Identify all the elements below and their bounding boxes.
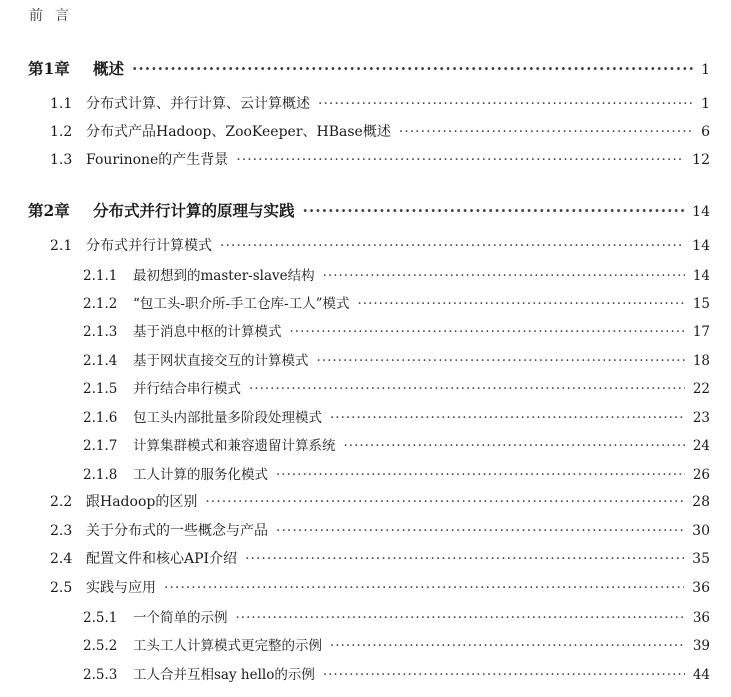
toc-section-1-3[interactable] <box>50 149 710 169</box>
page-number: 12 <box>692 152 710 168</box>
toc-subsection-2-5-2[interactable] <box>83 634 710 654</box>
section-title: Fourinone的产生背景 <box>86 152 229 168</box>
page-number: 36 <box>692 580 710 596</box>
subsection-title: “包工头-职介所-手工仓库-工人”模式 <box>133 296 350 312</box>
subsection-title: 计算集群模式和兼容遗留计算系统 <box>133 438 336 454</box>
subsection-title: 一个简单的示例 <box>133 610 228 626</box>
section-number: 2.1 <box>50 238 73 254</box>
toc-chapter-1[interactable] <box>28 57 710 79</box>
dot-leader <box>132 59 693 78</box>
page-number: 1 <box>701 62 710 78</box>
dot-leader <box>344 438 685 454</box>
page-number: 18 <box>692 353 710 369</box>
page-number: 24 <box>692 438 710 454</box>
toc-subsection-2-1-8[interactable] <box>83 463 710 483</box>
dot-leader <box>245 551 684 567</box>
dot-leader <box>330 410 685 426</box>
page-number: 44 <box>692 667 710 683</box>
section-title: 分布式计算、并行计算、云计算概述 <box>86 96 310 112</box>
subsection-title: 工人合并互相say hello的示例 <box>133 667 315 683</box>
section-number: 1.1 <box>50 96 73 112</box>
subsection-number: 2.5.1 <box>83 610 118 626</box>
section-number: 2.3 <box>50 523 73 539</box>
page-number: 15 <box>692 296 710 312</box>
toc-section-2-2[interactable] <box>50 491 710 511</box>
section-title: 配置文件和核心API介绍 <box>86 551 238 567</box>
toc-section-2-1[interactable] <box>50 235 710 255</box>
page-number: 14 <box>692 238 710 254</box>
chapter-title: 分布式并行计算的原理与实践 <box>93 201 295 220</box>
subsection-number: 2.1.4 <box>83 353 118 369</box>
subsection-number: 2.5.2 <box>83 638 118 654</box>
toc-section-2-3[interactable] <box>50 520 710 540</box>
page-number: 17 <box>692 324 710 340</box>
toc-subsection-2-5-3[interactable] <box>83 663 710 683</box>
page-number: 28 <box>692 494 710 510</box>
toc-subsection-2-1-2[interactable] <box>83 292 710 312</box>
page-number: 14 <box>692 204 710 220</box>
dot-leader <box>220 238 684 254</box>
chapter-number: 第1章 <box>28 59 70 78</box>
section-title: 实践与应用 <box>86 580 156 596</box>
subsection-number: 2.1.7 <box>83 438 118 454</box>
page-number: 23 <box>692 410 710 426</box>
section-title: 分布式产品Hadoop、ZooKeeper、HBase概述 <box>86 124 391 140</box>
subsection-title: 工人计算的服务化模式 <box>133 467 268 483</box>
page-number: 22 <box>692 381 710 397</box>
section-title: 跟Hadoop的区别 <box>86 494 198 510</box>
dot-leader <box>205 494 684 510</box>
page-number: 30 <box>692 523 710 539</box>
dot-leader <box>330 638 685 654</box>
dot-leader <box>236 152 684 168</box>
subsection-number: 2.1.8 <box>83 467 118 483</box>
dot-leader <box>318 96 693 112</box>
page-number: 14 <box>692 268 710 284</box>
toc-subsection-2-1-6[interactable] <box>83 406 710 426</box>
subsection-title: 包工头内部批量多阶段处理模式 <box>133 410 322 426</box>
subsection-number: 2.1.1 <box>83 268 118 284</box>
section-number: 1.3 <box>50 152 73 168</box>
preface-heading: 前言 <box>29 8 81 24</box>
toc-subsection-2-1-3[interactable] <box>83 320 710 340</box>
dot-leader <box>276 523 684 539</box>
subsection-number: 2.1.3 <box>83 324 118 340</box>
subsection-number: 2.1.6 <box>83 410 118 426</box>
toc-section-2-4[interactable] <box>50 548 710 568</box>
subsection-number: 2.1.2 <box>83 296 118 312</box>
page-number: 26 <box>692 467 710 483</box>
page-number: 1 <box>701 96 710 112</box>
page-number: 36 <box>692 610 710 626</box>
toc-section-1-2[interactable] <box>50 121 710 141</box>
toc-subsection-2-1-7[interactable] <box>83 434 710 454</box>
section-number: 2.2 <box>50 494 73 510</box>
section-number: 2.5 <box>50 580 73 596</box>
dot-leader <box>358 296 685 312</box>
page-number: 6 <box>701 124 710 140</box>
toc-chapter-2[interactable] <box>28 199 710 221</box>
toc-subsection-2-1-5[interactable] <box>83 377 710 397</box>
section-title: 分布式并行计算模式 <box>86 238 212 254</box>
dot-leader <box>236 610 685 626</box>
toc-subsection-2-1-1[interactable] <box>83 264 710 284</box>
subsection-title: 基于网状直接交互的计算模式 <box>133 353 309 369</box>
dot-leader <box>249 381 685 397</box>
subsection-number: 2.1.5 <box>83 381 118 397</box>
section-title: 关于分布式的一些概念与产品 <box>86 523 268 539</box>
section-number: 2.4 <box>50 551 73 567</box>
subsection-title: 基于消息中枢的计算模式 <box>133 324 282 340</box>
dot-leader <box>276 467 685 483</box>
dot-leader <box>290 324 685 340</box>
toc-section-1-1[interactable] <box>50 93 710 113</box>
toc-section-2-5[interactable] <box>50 577 710 597</box>
chapter-title: 概述 <box>93 59 125 78</box>
subsection-number: 2.5.3 <box>83 667 118 683</box>
page-number: 39 <box>692 638 710 654</box>
dot-leader <box>399 124 693 140</box>
toc-subsection-2-5-1[interactable] <box>83 606 710 626</box>
toc-subsection-2-1-4[interactable] <box>83 349 710 369</box>
subsection-title: 并行结合串行模式 <box>133 381 241 397</box>
chapter-number: 第2章 <box>28 201 70 220</box>
dot-leader <box>323 268 685 284</box>
subsection-title: 工头工人计算模式更完整的示例 <box>133 638 322 654</box>
subsection-title: 最初想到的master-slave结构 <box>133 268 315 284</box>
dot-leader <box>303 201 685 220</box>
dot-leader <box>317 353 685 369</box>
dot-leader <box>164 580 684 596</box>
page-number: 35 <box>692 551 710 567</box>
dot-leader <box>323 667 685 683</box>
section-number: 1.2 <box>50 124 73 140</box>
